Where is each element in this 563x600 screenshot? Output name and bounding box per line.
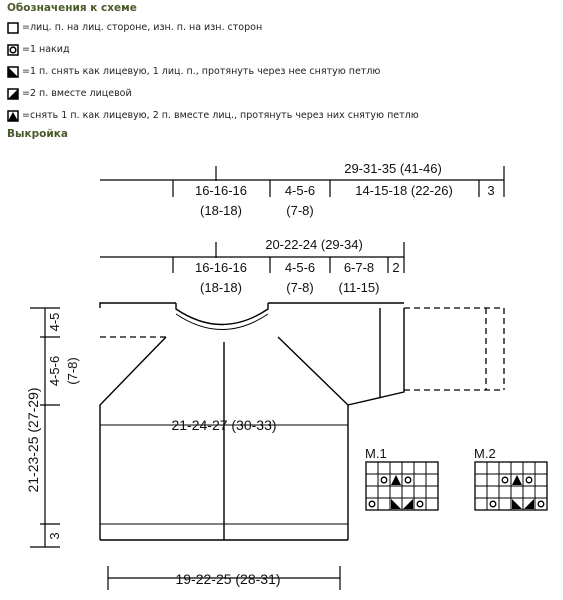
mid-d-label: 2	[392, 260, 400, 275]
mid-total-label: 20-22-24 (29-34)	[265, 237, 363, 252]
legend-text-skpo: =1 п. снять как лицевую, 1 лиц. п., протянуть через нее снятую петлю	[22, 66, 381, 77]
top-a-line1: 16-16-16	[194, 183, 248, 198]
left-mid-line2: (7-8)	[65, 357, 80, 385]
chart-m2-label: M.2	[474, 446, 496, 461]
dashed-outline	[100, 308, 504, 390]
left-total-label: 21-23-25 (27-29)	[25, 387, 41, 493]
legend-text-k2tog: =2 п. вместе лицевой	[22, 88, 132, 99]
top-d-label: 3	[487, 183, 495, 198]
body-width-label: 21-24-27 (30-33)	[171, 417, 277, 433]
left-top-label: 4-5	[47, 312, 62, 332]
legend-text-sk2po: =снять 1 п. как лицевую, 2 п. вместе лиц., протянуть через них снятую петлю	[22, 110, 419, 121]
mid-c-line2: (11-15)	[338, 280, 380, 295]
mid-b-line2: (7-8)	[286, 280, 314, 295]
top-b-line1: 4-5-6	[284, 183, 316, 198]
top-c-line1: 14-15-18 (22-26)	[355, 183, 453, 198]
bottom-width-label: 19-22-25 (28-31)	[175, 571, 281, 587]
chart-m2-grid	[475, 462, 547, 510]
legend-text-knit: =лиц. п. на лиц. стороне, изн. п. на изн. сторон	[22, 22, 263, 33]
left-mid-line1: 4-5-6	[47, 355, 62, 387]
mid-c-line1: 6-7-8	[343, 260, 375, 275]
chart-m1-grid	[366, 462, 438, 510]
legend-text-yarn-over: =1 накид	[22, 44, 70, 55]
top-total-label: 29-31-35 (41-46)	[344, 161, 442, 176]
schematic-title: Выкройка	[7, 128, 68, 140]
mid-a-line2: (18-18)	[200, 280, 242, 295]
mid-a-line1: 16-16-16	[194, 260, 248, 275]
top-a-line2: (18-18)	[200, 203, 242, 218]
legend-title: Обозначения к схеме	[7, 2, 137, 14]
top-b-line2: (7-8)	[286, 203, 314, 218]
left-bottom-label: 3	[47, 532, 62, 540]
mid-b-line1: 4-5-6	[284, 260, 316, 275]
chart-m1-label: M.1	[365, 446, 387, 461]
